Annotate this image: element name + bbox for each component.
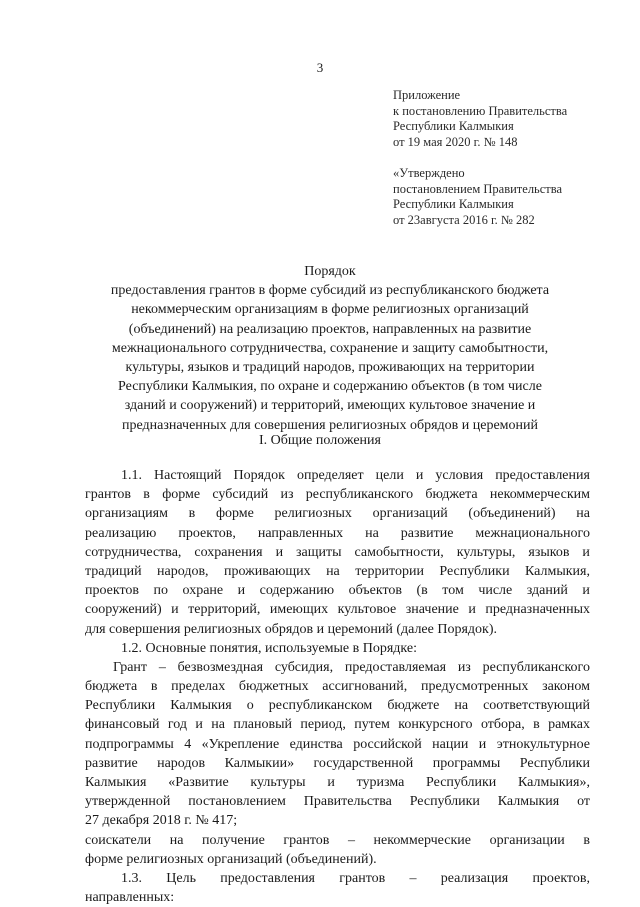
paragraph-line: реализацию проектов, направленных на развитие межнационального <box>85 525 590 541</box>
paragraph-line: сотрудничества, сохранения и защиты самобытности, культуры, языков и <box>85 544 590 560</box>
attachment-line: от 19 мая 2020 г. № 148 <box>393 134 518 149</box>
approval-block <box>393 166 562 228</box>
attachment-line: к постановлению Правительства <box>393 103 568 118</box>
paragraph-line: проектов по охране и содержанию объектов (в том числе зданий и <box>85 583 590 599</box>
page-number: 3 <box>316 60 324 75</box>
paragraph-line: традиций народов, проживающих на территории Республики Калмыкия, <box>85 563 590 579</box>
paragraph-line: сооружений) и территорий, имеющих культовое значение и предназначенных <box>85 602 590 618</box>
paragraph <box>85 658 590 831</box>
paragraph <box>85 831 590 869</box>
paragraph-line: соискатели на получение грантов – некоммерческие организации в <box>85 832 590 848</box>
paragraph <box>85 466 590 639</box>
paragraph-line: Грант – безвозмездная субсидия, предоставляемая из республиканского <box>113 659 590 675</box>
title-line: зданий и сооружений) и территорий, имеющих культовое значение и <box>124 398 536 414</box>
document-title <box>80 262 580 435</box>
approval-line: «Утверждено <box>393 166 465 180</box>
document-body <box>85 466 590 907</box>
paragraph-line: бюджета в пределах бюджетных ассигнований, предусмотренных законом <box>85 679 590 695</box>
approval-line: от 23августа 2016 г. № 282 <box>393 212 535 227</box>
attachment-line: Приложение <box>393 88 461 102</box>
paragraph-line: 1.3. Цель предоставления грантов – реализация проектов, <box>121 870 590 886</box>
paragraph-line: грантов в форме субсидий из республиканского бюджета некоммерческим <box>85 487 590 503</box>
paragraph-line: 1.2. Основные понятия, используемые в Порядке: <box>121 640 417 656</box>
paragraph <box>85 869 590 907</box>
paragraph-line: Республики Калмыкия о республиканском бюджете на соответствующий <box>85 698 590 714</box>
title-line: культуры, языков и традиций народов, проживающих на территории <box>125 360 535 376</box>
paragraph-line: подпрограммы 4 «Укрепление единства российской нации и этнокультурное <box>85 736 590 752</box>
paragraph-line: утвержденной постановлением Правительства Республики Калмыкия от <box>85 794 590 810</box>
paragraph-line: для совершения религиозных обрядов и церемоний (далее Порядок). <box>85 621 497 637</box>
title-line: Республики Калмыкия, по охране и содержанию объектов (в том числе <box>118 379 542 395</box>
paragraph-line: форме религиозных организаций (объединений). <box>85 851 377 867</box>
section-heading: I. Общие положения <box>259 433 381 448</box>
title-line: межнационального сотрудничества, сохранение и защиту самобытности, <box>111 340 549 356</box>
approval-line: постановлением Правительства <box>393 181 563 196</box>
paragraph-line: организациям в форме религиозных организаций (объединений) на <box>85 506 590 522</box>
title-line: Порядок <box>304 264 356 279</box>
title-line: предназначенных для совершения религиозных обрядов и церемоний <box>122 417 538 433</box>
title-line: (объединений) на реализацию проектов, направленных на развитие <box>128 321 532 337</box>
paragraph-line: 27 декабря 2018 г. № 417; <box>85 813 238 829</box>
paragraph-line: направленных: <box>85 890 175 906</box>
title-line: некоммерческим организациям в форме религиозных организаций <box>131 302 529 318</box>
paragraph-line: финансовый год и на плановый период, путем конкурсного отбора, в рамках <box>85 717 590 733</box>
paragraph-line: Калмыкия «Развитие культуры и туризма Республики Калмыкия», <box>85 775 590 790</box>
paragraph-line: развитие народов Калмыкии» государственной программы Республики <box>85 755 590 771</box>
attachment-line: Республики Калмыкия <box>393 119 514 133</box>
attachment-block <box>393 88 567 150</box>
title-line: предоставления грантов в форме субсидий из республиканского бюджета <box>110 283 550 299</box>
approval-line: Республики Калмыкия <box>393 197 514 211</box>
paragraph-line: 1.1. Настоящий Порядок определяет цели и условия предоставления <box>121 468 590 483</box>
paragraph <box>85 639 590 658</box>
